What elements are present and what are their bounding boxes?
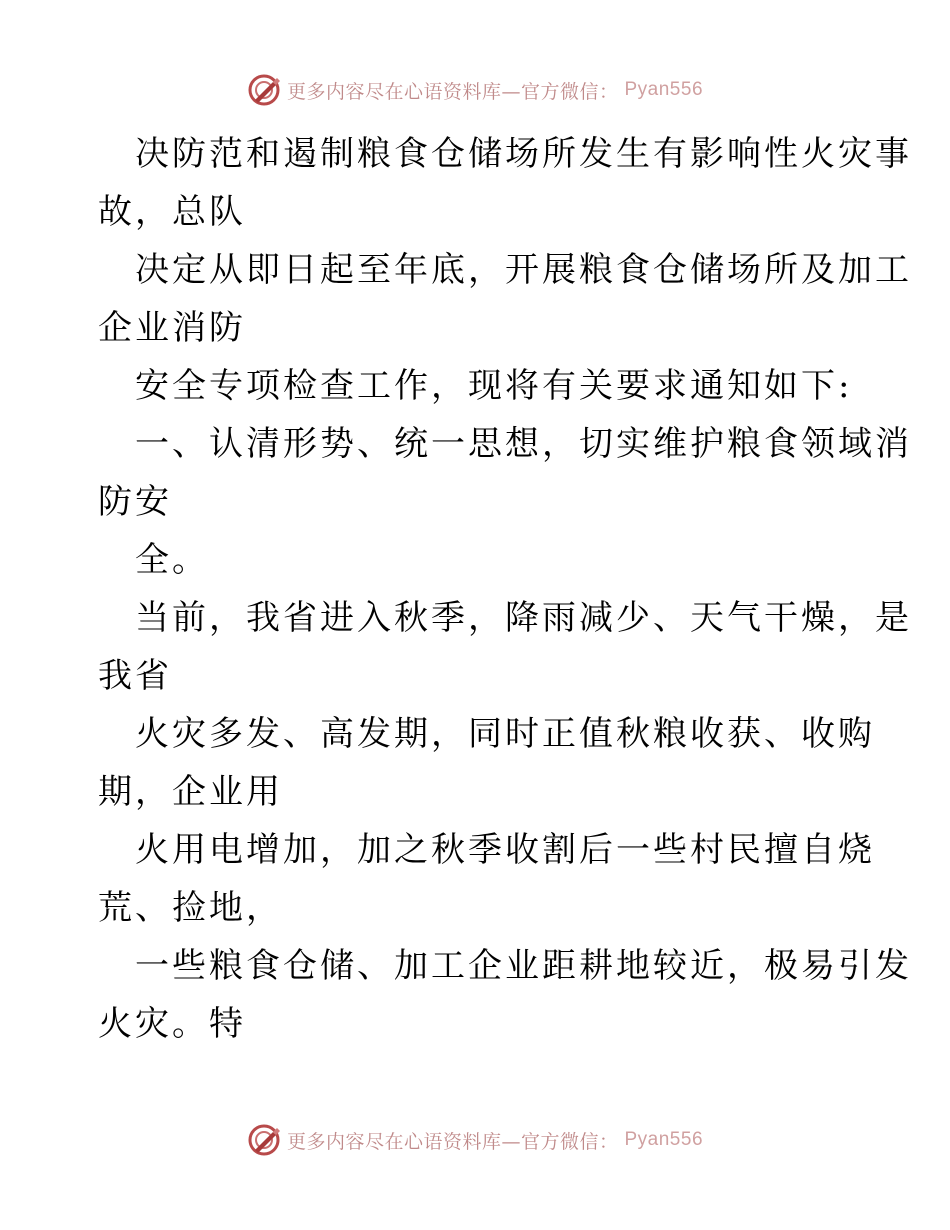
text-line: 火灾多发、高发期，同时正值秋粮收获、收购 (135, 714, 875, 754)
text-line: 当前，我省进入秋季，降雨减少、天气干燥，是 (135, 598, 912, 638)
text-line: 期，企业用 (98, 772, 283, 812)
pen-logo-icon (247, 73, 281, 107)
wechat-id: Pyan556 (624, 79, 704, 100)
text-line: 一些粮食仓储、加工企业距耕地较近，极易引发 (135, 946, 912, 986)
text-line: 全。 (135, 540, 209, 580)
pen-logo-icon (247, 1123, 281, 1157)
text-line: 决定从即日起至年底，开展粮食仓储场所及加工 (135, 250, 912, 290)
banner-content (247, 1123, 703, 1157)
text-line: 荒、捡地， (98, 888, 283, 928)
text-line: 故，总队 (98, 192, 246, 232)
text-line: 安全专项检查工作，现将有关要求通知如下: (135, 366, 853, 406)
banner-content (247, 73, 703, 107)
wechat-id: Pyan556 (624, 1129, 704, 1150)
banner-text: 更多内容尽在心语资料库—官方微信： (286, 80, 619, 103)
text-line: 火用电增加，加之秋季收割后一些村民擅自烧 (135, 830, 875, 870)
text-line: 决防范和遏制粮食仓储场所发生有影响性火灾事 (135, 134, 912, 174)
text-line: 火灾。特 (98, 1004, 246, 1044)
header-banner (0, 70, 950, 110)
text-line: 企业消防 (98, 308, 246, 348)
text-line: 防安 (98, 482, 172, 522)
footer-banner (0, 1120, 950, 1160)
text-line: 一、认清形势、统一思想，切实维护粮食领域消 (135, 424, 912, 464)
body-text (98, 125, 912, 1053)
banner-text: 更多内容尽在心语资料库—官方微信： (286, 1130, 619, 1153)
text-line: 我省 (98, 656, 172, 696)
